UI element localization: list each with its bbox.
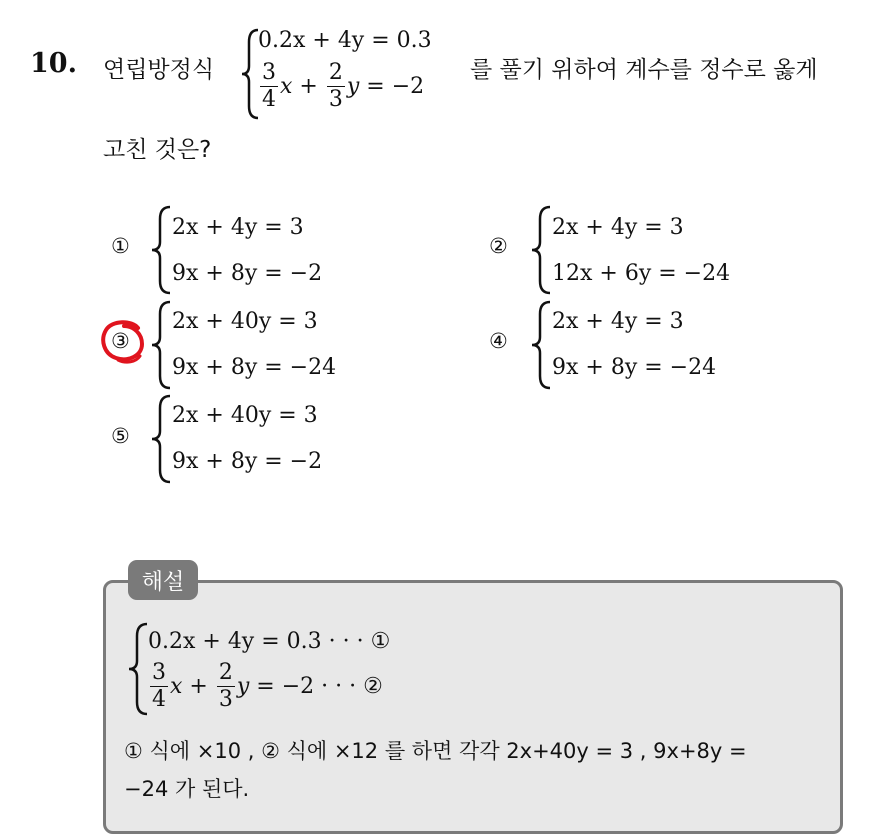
equation-rhs: = −2 [366,74,425,99]
choice-1-marker[interactable]: ① [111,234,130,258]
choice-3-brace-icon [150,300,172,390]
choice-4-equation-1: 2x + 4y = 3 [552,309,684,334]
choice-5-marker[interactable]: ⑤ [111,424,130,448]
choice-4-marker[interactable]: ④ [489,329,508,353]
explanation-tab: 해설 [128,560,198,600]
question-equation-1: 0.2x + 4y = 0.3 [258,28,432,53]
question-suffix-line1: 를 풀기 위하여 계수를 정수로 옳게 [470,57,818,83]
choice-2-brace-icon [530,205,552,295]
choice-4-equation-2: 9x + 8y = −24 [552,355,717,380]
explanation-equation-2: $\frac{3}{4}$ x + $\frac{2}{3}$ y = −2 · · · ② [152,660,383,712]
choice-4-brace-icon [530,300,552,390]
choice-2-marker[interactable]: ② [489,234,508,258]
frac-numerator: 2 [328,60,343,85]
frac-denominator: 4 [262,87,276,112]
frac-denominator: 3 [328,87,343,112]
choice-1-brace-icon [150,205,172,295]
choice-5-equation-1: 2x + 40y = 3 [172,403,318,428]
explanation-line-1: ① 식에 ×10 , ② 식에 ×12 를 하면 각각 2x+40y = 3 , 9x+8y = [124,739,747,763]
question-brace-icon [240,28,260,120]
explanation-equation-1: 0.2x + 4y = 0.3 · · · ① [148,629,391,654]
explanation-brace-icon [127,622,149,716]
choice-5-equation-2: 9x + 8y = −2 [172,449,323,474]
equation-rhs: = −2 · · · ② [256,674,383,699]
choice-3-equation-2: 9x + 8y = −24 [172,355,337,380]
question-prefix: 연립방정식 [103,57,215,83]
choice-1-equation-1: 2x + 4y = 3 [172,215,304,240]
question-number: 10. [30,48,77,79]
choice-3-equation-1: 2x + 40y = 3 [172,309,318,334]
choice-5-brace-icon [150,394,172,484]
question-equation-2: $\frac{3}{4}$ x + $\frac{2}{3}$ y = −2 [262,60,425,112]
question-suffix-line2: 고친 것은? [103,137,212,163]
choice-3-marker[interactable]: ③ [111,329,130,353]
choice-2-equation-1: 2x + 4y = 3 [552,215,684,240]
frac-denominator: 3 [218,687,233,712]
frac-numerator: 2 [218,660,233,685]
choice-1-equation-2: 9x + 8y = −2 [172,261,323,286]
frac-numerator: 3 [262,60,276,85]
frac-numerator: 3 [152,660,166,685]
explanation-line-2: −24 가 된다. [124,777,250,801]
frac-denominator: 4 [152,687,166,712]
choice-2-equation-2: 12x + 6y = −24 [552,261,731,286]
